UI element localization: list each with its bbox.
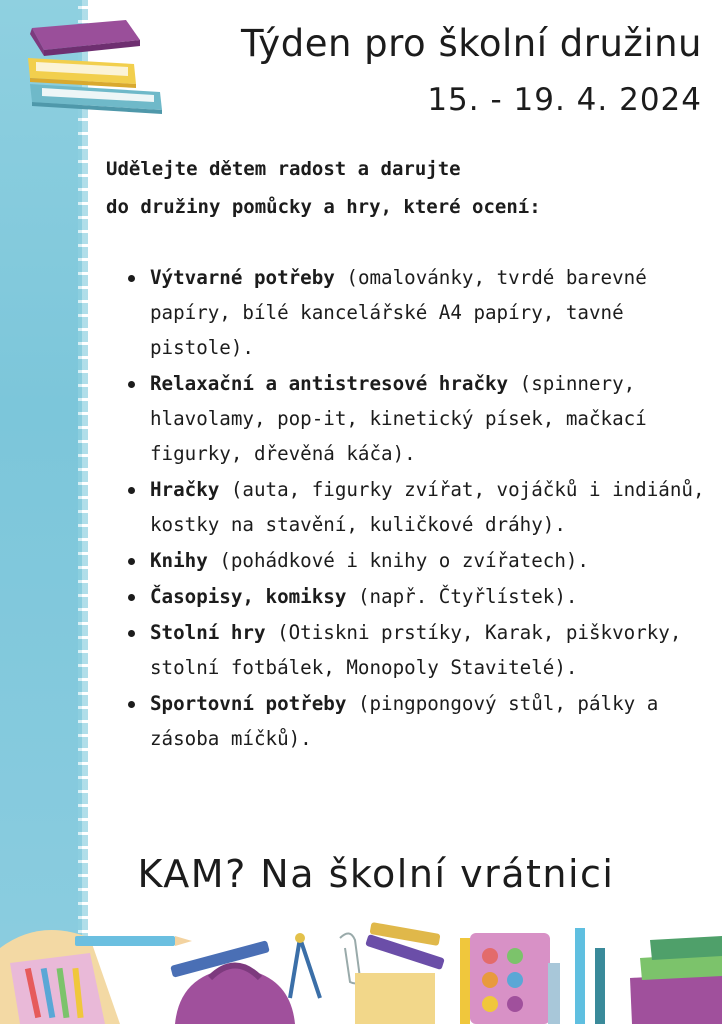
- item-category: Výtvarné potřeby: [150, 266, 335, 289]
- item-details: (spinnery, hlavolamy, pop-it, kinetický písek, mačkací figurky, dřevěná káča).: [150, 372, 647, 465]
- intro-text: [106, 150, 706, 226]
- item-category: Časopisy, komiksy: [150, 585, 347, 608]
- list-item: [124, 579, 714, 614]
- list-item: [124, 472, 714, 542]
- item-details: (pingpongový stůl, pálky a zásoba míčků).: [150, 692, 659, 750]
- item-details: (auta, figurky zvířat, vojáčků i indiánů, kostky na stavění, kuličkové dráhy).: [150, 478, 705, 536]
- intro-line-2: do družiny pomůcky a hry, které ocení:: [106, 196, 541, 218]
- list-item: [124, 686, 714, 756]
- item-category: Stolní hry: [150, 621, 266, 644]
- item-details: (omalovánky, tvrdé barevné papíry, bílé kancelářské A4 papíry, tavné pistole).: [150, 266, 647, 359]
- item-category: Relaxační a antistresové hračky: [150, 372, 509, 395]
- books-stack-icon: [22, 14, 168, 118]
- donation-list: [124, 260, 714, 757]
- item-category: Sportovní potřeby: [150, 692, 347, 715]
- intro-line-1: Udělejte dětem radost a darujte: [106, 158, 461, 180]
- item-details: (např. Čtyřlístek).: [346, 585, 578, 608]
- list-item: [124, 615, 714, 685]
- item-category: Knihy: [150, 549, 208, 572]
- location-footer: KAM? Na školní vrátnici: [137, 852, 615, 896]
- list-item: [124, 260, 714, 365]
- list-item: [124, 366, 714, 471]
- school-supplies-icon: [0, 918, 722, 1024]
- item-category: Hračky: [150, 478, 220, 501]
- page-title: Týden pro školní družinu: [240, 22, 702, 65]
- item-details: (pohádkové i knihy o zvířatech).: [207, 549, 589, 572]
- list-item: [124, 543, 714, 578]
- event-dates: 15. - 19. 4. 2024: [427, 82, 702, 118]
- item-details: (Otiskni prstíky, Karak, piškvorky, stolní fotbálek, Monopoly Stavitelé).: [150, 621, 682, 679]
